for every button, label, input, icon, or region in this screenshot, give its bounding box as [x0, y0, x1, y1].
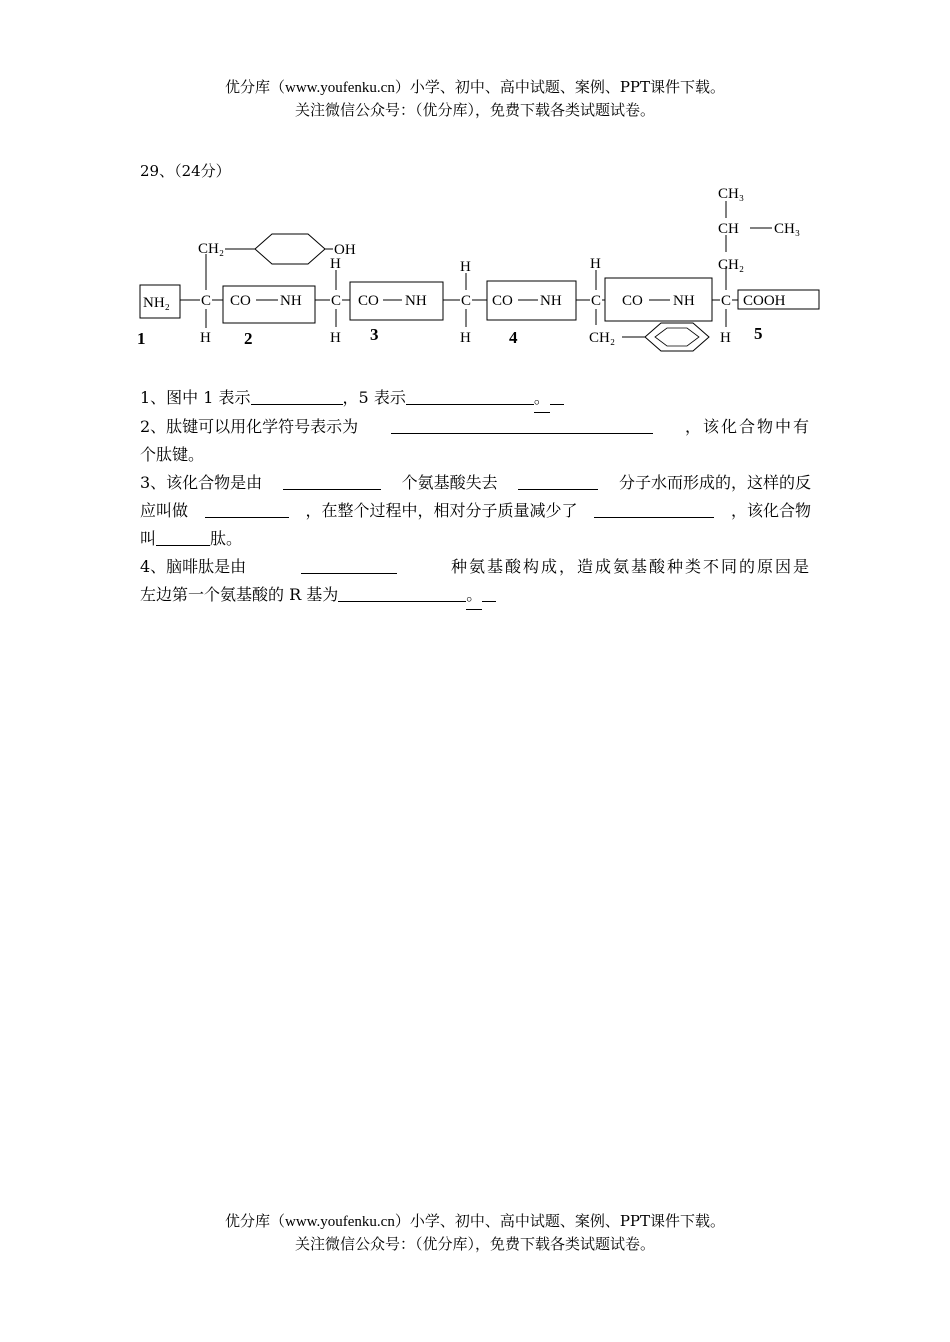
header-line-1: 优分库（www.youfenku.cn）小学、初中、高中试题、案例、PPT课件下载。 [224, 78, 726, 96]
item-1: 1、图中 1 表示 ，5 表示 。 [140, 384, 811, 413]
answer-blank-4a[interactable] [301, 553, 397, 574]
hydrogen-4-top: H [590, 256, 601, 272]
item-3: 3、该化合物是由 个氨基酸失去 分子水而形成的，这样的反 [140, 469, 811, 497]
tyrosine-ch2: CH₂ [198, 241, 225, 257]
alpha-carbon-5: C [721, 293, 732, 309]
leucine-ch: CH [718, 221, 739, 237]
peptide-nh-2: NH [405, 293, 427, 309]
answer-blank-3c[interactable] [205, 497, 289, 518]
question-items [140, 384, 811, 610]
footer-line-2: 关注微信公众号：（优分库），免费下载各类试题试卷。 [294, 1235, 655, 1253]
label-5: 5 [754, 324, 763, 343]
page-header [0, 76, 950, 121]
hydrogen-1-bottom: H [200, 330, 211, 346]
tyrosine-ring [255, 234, 325, 264]
carboxyl-group-label: COOH [743, 293, 786, 309]
peptide-nh-1: NH [280, 293, 302, 309]
answer-blank-2a[interactable] [391, 413, 653, 434]
answer-blank-1a[interactable] [251, 384, 343, 405]
item-2: 2、肽键可以用化学符号表示为 ，该化合物中有 [140, 413, 811, 441]
label-4: 4 [509, 328, 518, 347]
peptide-co-2: CO [358, 293, 379, 309]
item-4: 4、脑啡肽是由 种氨基酸构成，造成氨基酸种类不同的原因是 [140, 553, 811, 581]
label-1: 1 [137, 329, 146, 348]
leucine-ch2: CH₂ [718, 257, 745, 273]
label-3: 3 [370, 325, 379, 344]
peptide-nh-4: NH [673, 293, 695, 309]
peptide-co-1: CO [230, 293, 251, 309]
item-3-cont: 应叫做 ，在整个过程中，相对分子质量减少了 ，该化合物 [140, 497, 811, 525]
alpha-carbon-3: C [461, 293, 472, 309]
hydrogen-2-bottom: H [330, 330, 341, 346]
peptide-co-3: CO [492, 293, 513, 309]
item-4-cont: 左边第一个氨基酸的 R 基为 。 [140, 581, 811, 610]
hydrogen-5-bottom: H [720, 330, 731, 346]
answer-blank-1c[interactable] [550, 384, 564, 405]
alpha-carbon-2: C [331, 293, 342, 309]
label-2: 2 [244, 329, 253, 348]
leucine-ch3-top: CH₃ [718, 186, 745, 202]
page-footer [0, 1210, 950, 1255]
alpha-carbon-4: C [591, 293, 602, 309]
hydrogen-3-bottom: H [460, 330, 471, 346]
footer-line-1: 优分库（www.youfenku.cn）小学、初中、高中试题、案例、PPT课件下载。 [224, 1212, 726, 1230]
item-3-cont2: 叫 肽。 [140, 525, 811, 553]
leucine-ch3-right: CH₃ [774, 221, 801, 237]
answer-blank-4b[interactable] [338, 581, 466, 602]
hydrogen-3-top: H [460, 259, 471, 275]
answer-blank-3e[interactable] [156, 525, 210, 546]
alpha-carbon-1: C [201, 293, 212, 309]
pentapeptide-structure-diagram [130, 182, 830, 357]
tyrosine-oh: OH [334, 242, 356, 258]
question-number: 29、（24分） [140, 162, 231, 180]
answer-blank-3b[interactable] [518, 469, 598, 490]
answer-blank-3a[interactable] [283, 469, 381, 490]
peptide-co-4: CO [622, 293, 643, 309]
amino-group-label: NH₂ [143, 295, 170, 311]
peptide-nh-3: NH [540, 293, 562, 309]
header-line-2: 关注微信公众号：（优分库），免费下载各类试题试卷。 [294, 101, 655, 119]
header-site-link[interactable]: www.youfenku.cn [284, 80, 395, 96]
hydrogen-2-top: H [330, 256, 341, 272]
answer-blank-1b[interactable] [406, 384, 534, 405]
item-2-cont: 个肽键。 [140, 445, 205, 464]
answer-blank-4c[interactable] [482, 581, 496, 602]
answer-blank-3d[interactable] [594, 497, 714, 518]
phenylalanine-ch2: CH₂ [589, 330, 616, 346]
footer-site-link[interactable]: www.youfenku.cn [284, 1214, 395, 1230]
